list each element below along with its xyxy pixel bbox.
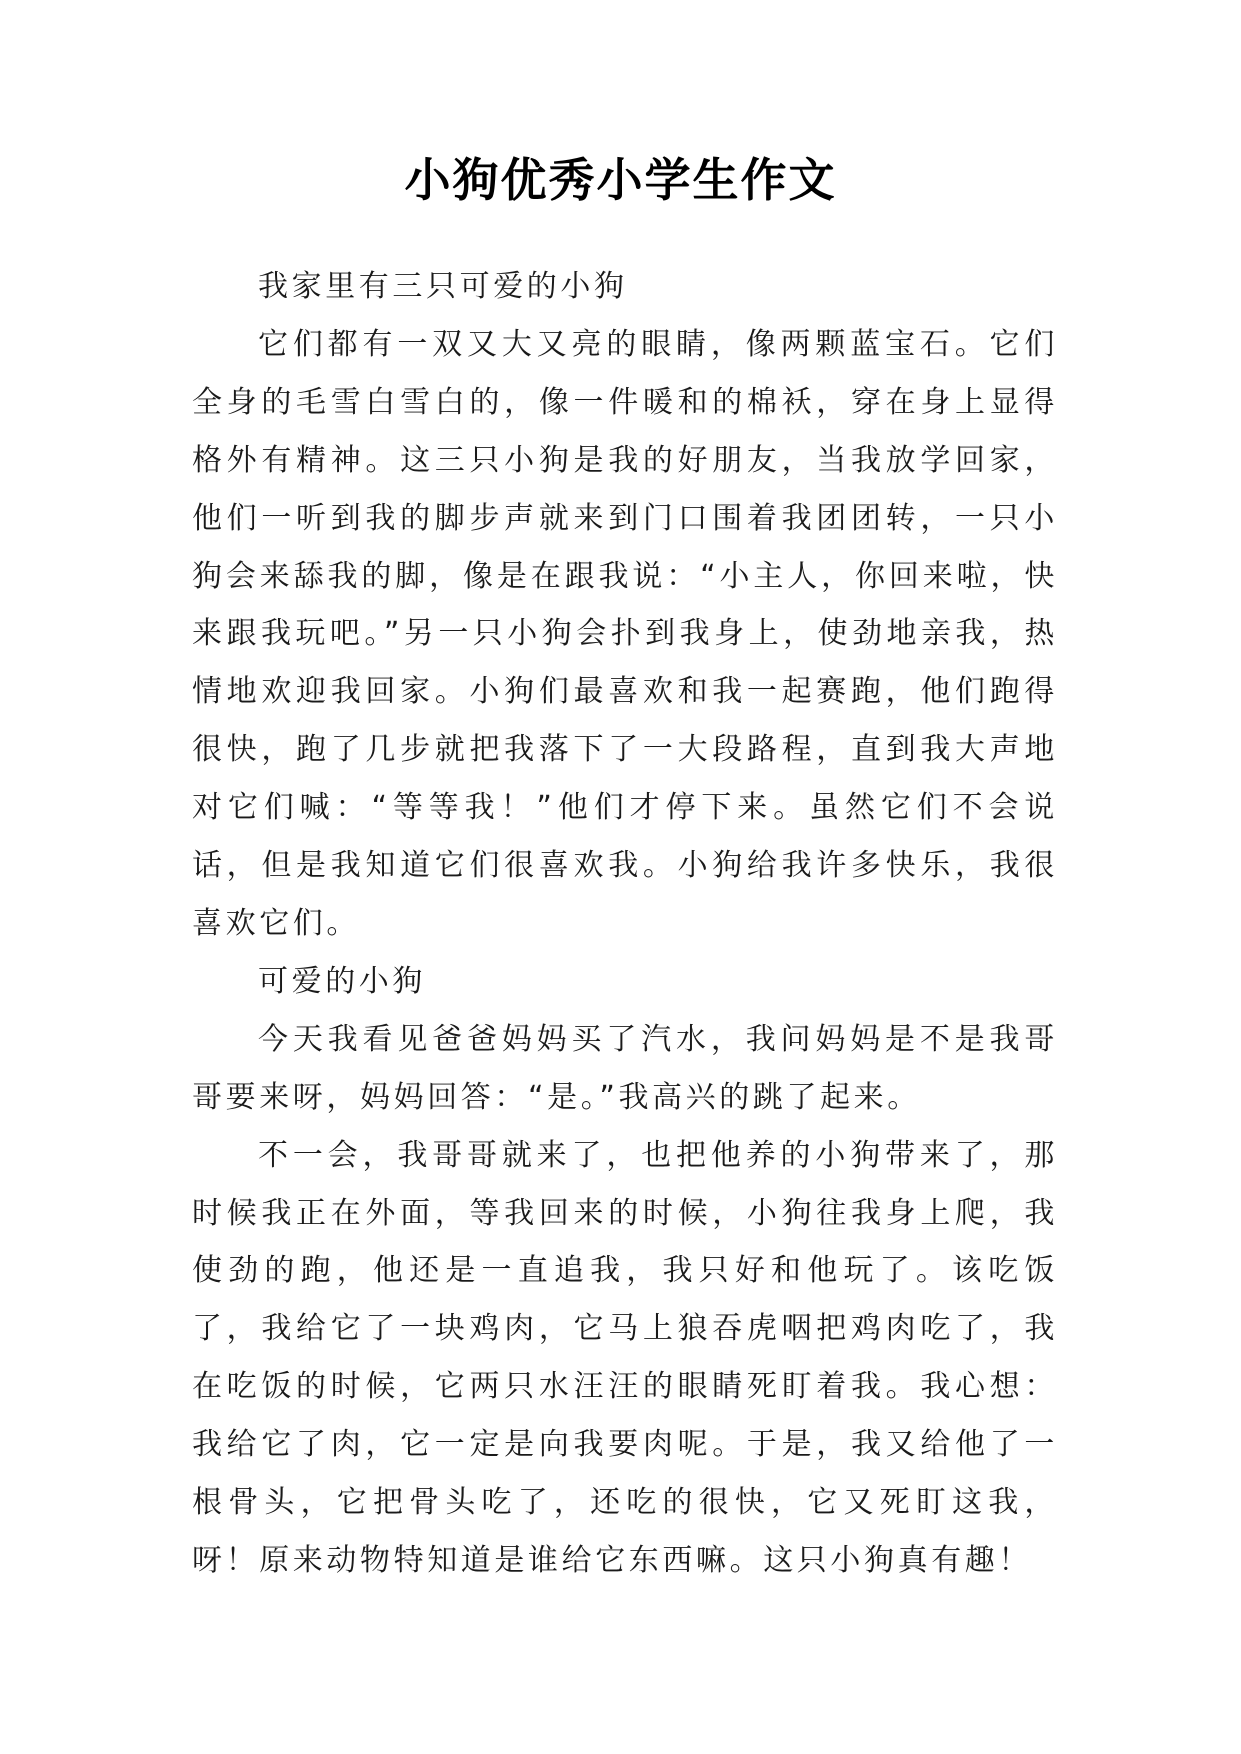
document-title: 小狗优秀小学生作文 [404,153,837,207]
paragraph-heading-2: 可爱的小狗 [258,963,426,999]
paragraph: 它们都有一双又大又亮的眼睛，像两颗蓝宝石。它们全身的毛雪白雪白的，像一件暖和的棉袄，穿在身上显得格外有精神。这三只小狗是我的好朋友，当我放学回家，他们一听到我的脚步声就来到门口围着我团团转，一只小狗会来舔我的脚，像是在跟我说：“小主人，你回来啦，快来跟我玩吧。”另一只小狗会扑到我身上，使劲地亲我，热情地欢迎我回家。小狗们最喜欢和我一起赛跑，他们跑得很快，跑了几步就把我落下了一大段路程，直到我大声地对它们喊：“等等我！”他们才停下来。虽然它们不会说话，但是我知道它们很喜欢我。小狗给我许多快乐，我很喜欢它们。 [192,326,1058,941]
document-body [192,258,1058,1590]
paragraph: 今天我看见爸爸妈妈买了汽水，我问妈妈是不是我哥哥要来呀，妈妈回答：“是。”我高兴的跳了起来。 [192,1021,1058,1115]
paragraph-heading-1: 我家里有三只可爱的小狗 [258,269,628,304]
paragraph: 不一会，我哥哥就来了，也把他养的小狗带来了，那时候我正在外面，等我回来的时候，小狗往我身上爬，我使劲的跑，他还是一直追我，我只好和他玩了。该吃饭了，我给它了一块鸡肉，它马上狼吞虎咽把鸡肉吃了，我在吃饭的时候，它两只水汪汪的眼睛死盯着我。我心想：我给它了肉，它一定是向我要肉呢。于是，我又给他了一根骨头，它把骨头吃了，还吃的很快，它又死盯这我，呀！原来动物特知道是谁给它东西嘛。这只小狗真有趣！ [192,1137,1058,1578]
